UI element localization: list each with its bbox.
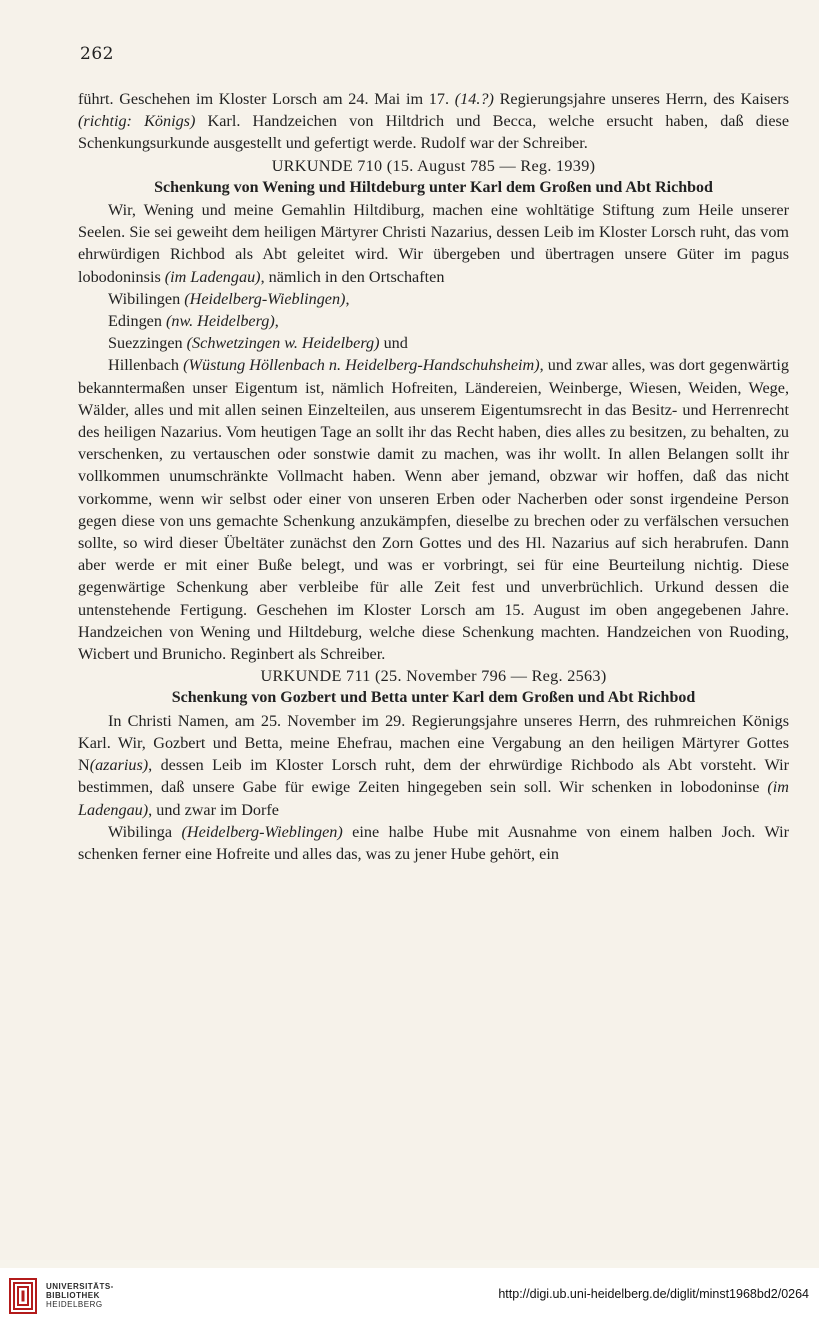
italic-annotation: (richtig: Königs) [78, 112, 196, 131]
text-run: Wibilinga [108, 822, 182, 841]
text-run: Wibilingen [108, 289, 185, 308]
document-710-paragraph-1 [78, 199, 789, 288]
document-710-place-3 [78, 332, 789, 354]
viewer-footer [0, 1268, 819, 1323]
document-711-heading: URKUNDE 711 (25. November 796 — Reg. 2563) [260, 667, 607, 686]
italic-annotation: (Heidelberg-Wieblingen) [181, 822, 343, 841]
document-710-place-1 [78, 288, 789, 310]
permalink-url[interactable]: http://digi.ub.uni-heidelberg.de/diglit/minst1968bd2/0264 [498, 1287, 809, 1301]
text-run: In Christi Namen, am 25. November im 29. Regierungsjahre unseres Herrn, des ruhmreichen Königs Karl. Wir, Gozbert und Betta, meine Ehefrau, machen eine Vergabung an den heiligen Märtyrer Gottes N [78, 711, 789, 775]
text-run: Karl. Handzeichen von Hiltdrich und Becca, welche ersucht haben, daß diese Schenkungsurkunde ausgestellt und gefertigt werde. Rudolf war der Schreiber. [78, 112, 790, 153]
intro-paragraph [78, 88, 789, 155]
document-711-title: Schenkung von Gozbert und Betta unter Karl dem Großen und Abt Richbod [171, 689, 696, 707]
text-run: Wir, Wening und meine Gemahlin Hiltdiburg, machen eine wohltätige Stiftung zum Heile unserer Seelen. Sie sei geweiht dem heiligen Märtyrer Christi Nazarius, dessen Leib im Kloster Lorsch ruht, das vom ehrwürdigen Richbod als Abt geleitet wird. Wir übergeben und übertragen unsere Güter im pagus lobodoninsis [78, 201, 789, 286]
italic-annotation: (Heidelberg-Wieblingen) [184, 289, 346, 308]
logo-line-3: HEIDELBERG [46, 1300, 103, 1309]
text-run: Suezzingen [108, 334, 187, 353]
text-run: Edingen [108, 312, 166, 331]
text-run: führt. Geschehen im Kloster Lorsch am 24. Mai im 17. [78, 90, 455, 108]
text-run: und [379, 334, 408, 353]
page-text [78, 88, 789, 865]
text-run: , und zwar im Dorfe [148, 800, 279, 819]
italic-annotation: (nw. Heidelberg) [166, 312, 275, 331]
text-run: , und zwar alles, was dort gegenwärtig bekanntermaßen unser Eigentum ist, nämlich Hofreiten, Ländereien, Weinberge, Wiesen, Weiden, Wege, Wälder, alles und mit allen seinen Einzelteilen, aus unserem Eigentumsrecht in das Besitz- und Herrenrecht des heiligen Nazarius. Vom heutigen Tage an sollt ihr das Recht haben, dies alles zu besitzen, zu behalten, zu verschenken, zu vertauschen oder sonstwie damit zu machen, was ihr wollt. In allen Belangen sollt ihr vollkommen unumschränkte Vollmacht haben. Wenn aber jemand, obzwar wir hoffen, daß das nicht vorkomme, wenn wir selbst oder einer von unseren Erben oder Nacherben oder sonst irgendeine Person gegen diese von uns gemachte Schenkung anzukämpfen, dieselbe zu brechen oder zu verfälschen versuchen sollte, so wird dieser Übeltäter zunächst den Zorn Gottes und des Hl. Nazarius auf sich herabrufen. Dann aber werde er mit einer Buße belegt, und was er vorbringt, sei für eine Beurteilung nichtig. Diese gegenwärtige Schenkung aber verbleibe für alle Zeit fest und unverbrüchlich. Urkund dessen die untenstehende Fertigung. Geschehen im Kloster Lorsch am 15. August im oben angegebenen Jahre. Handzeichen von Wening und Hiltdeburg, welche diese Schenkung machten. Handzeichen von Ruoding, Wicbert und Brunicho. Reginbert als Schreiber. [78, 356, 789, 664]
italic-annotation: (azarius) [89, 756, 149, 775]
page-number: 262 [80, 44, 114, 64]
logo-line-2: BIBLIOTHEK [46, 1291, 100, 1300]
italic-annotation: (im Ladengau) [164, 267, 261, 286]
text-run: , nämlich in den Ortschaften [260, 267, 445, 286]
library-logo-text [46, 1282, 114, 1309]
text-run: eine halbe Hube mit Ausnahme von einem halben Joch. Wir schenken ferner eine Hofreite und alles das, was zu jener Hube gehört, ein [78, 822, 789, 863]
document-710-place-2 [78, 310, 789, 332]
library-logo-icon [9, 1278, 37, 1314]
document-711-paragraph-1 [78, 710, 789, 821]
document-710-title: Schenkung von Wening und Hiltdeburg unter Karl dem Großen und Abt Richbod [154, 178, 713, 196]
document-710-heading: URKUNDE 710 (15. August 785 — Reg. 1939) [271, 156, 596, 175]
italic-annotation: (Schwetzingen w. Heidelberg) [186, 334, 380, 353]
logo-line-1: UNIVERSITÄTS- [46, 1282, 114, 1291]
italic-annotation: (Wüstung Höllenbach n. Heidelberg-Handschuhsheim) [183, 356, 540, 375]
text-run: Regierungsjahre unseres Herrn, des Kaisers [493, 90, 789, 108]
italic-annotation: (im Ladengau) [78, 778, 789, 819]
document-711-paragraph-2 [78, 821, 789, 865]
document-710-paragraph-2 [78, 354, 789, 665]
italic-annotation: (14.?) [454, 90, 494, 108]
text-run: , [274, 312, 279, 331]
text-run: , dessen Leib im Kloster Lorsch ruht, dem der ehrwürdige Richbodo als Abt vorsteht. Wir bestimmen, daß unsere Gabe für ewige Zeiten hingegeben sein soll. Wir schenken in lobodoninse [78, 756, 789, 797]
text-run: Hillenbach [108, 356, 184, 375]
text-run: , [345, 289, 350, 308]
